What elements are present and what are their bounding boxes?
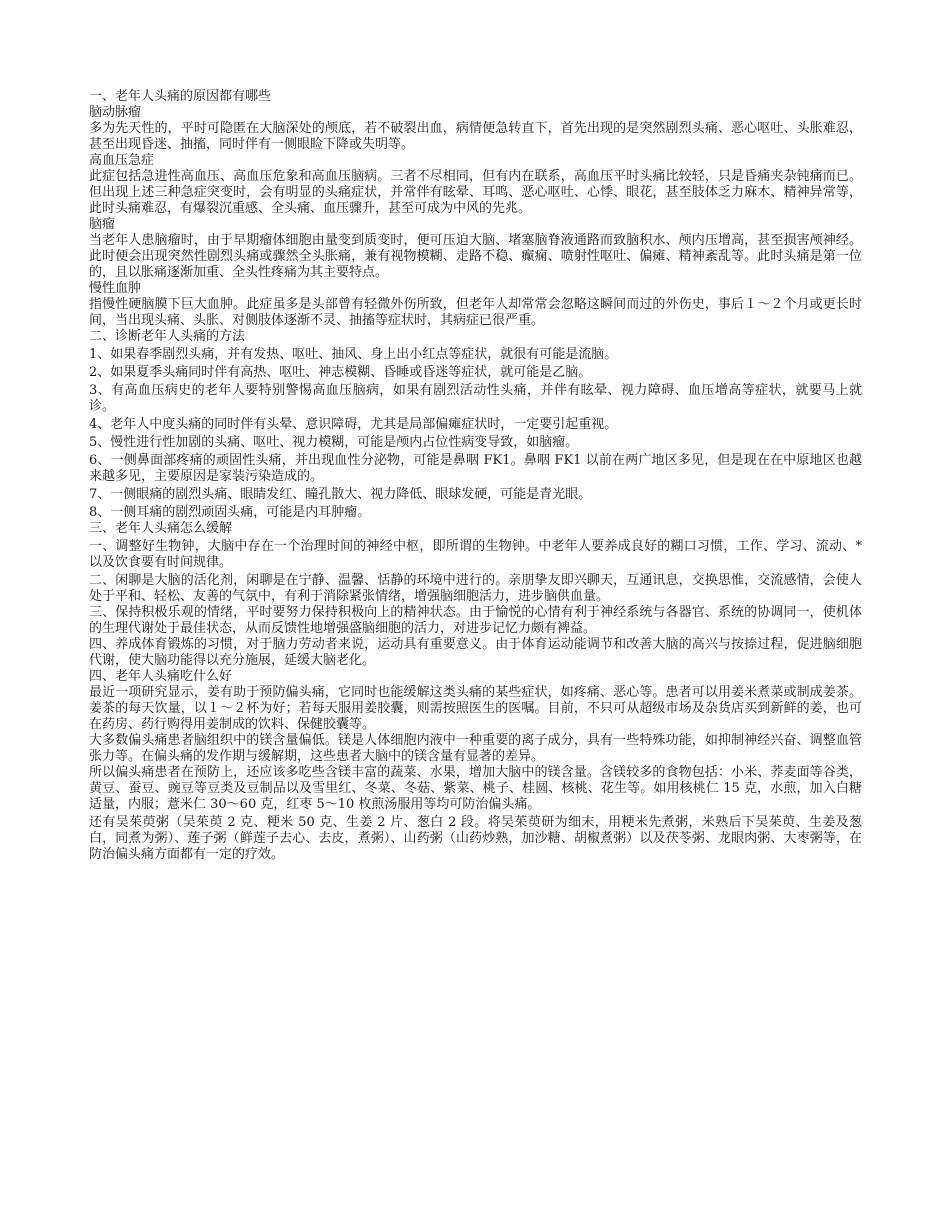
- paragraph-congee: 还有吴茱萸粥（吴茱萸 2 克、粳米 50 克、生姜 2 片、葱白 2 段。将吴茱萸研为细末，用粳米先煮粥，米熟后下吴茱萸、生姜及葱白，同煮为粥）、莲子粥（鲜莲子去心、去皮，煮粥）、山药粥（山药炒熟，加沙糖、胡椒煮粥）以及茯苓粥、龙眼肉粥、大枣粥等，在防治偏头痛方面都有一定的疗效。: [89, 815, 862, 862]
- diagnosis-item: 2、如果夏季头痛同时伴有高热、呕吐、神志模糊、昏睡或昏迷等症状，就可能是乙脑。: [89, 365, 592, 380]
- section-heading-diagnosis: 二、诊断老年人头痛的方法: [89, 329, 246, 344]
- relief-item: 一、调整好生物钟，大脑中存在一个治理时间的神经中枢，即所谓的生物钟。中老年人要养成良好的糊口习惯，工作、学习、流动、*以及饮食要有时间规律。: [89, 539, 862, 570]
- diagnosis-item: 5、慢性进行性加剧的头痛、呕吐、视力模糊，可能是颅内占位性病变导致，如脑瘤。: [89, 435, 579, 450]
- subheading-hematoma: 慢性血肿: [89, 281, 142, 296]
- relief-item: 三、保持积极乐观的情绪，平时要努力保持积极向上的精神状态。由于愉悦的心情有利于神经系统与各器官、系统的协调同一，使机体的生理代谢处于最佳状态，从而反馈性地增强盛脑细胞的活力，对进步记忆力颇有裨益。: [89, 605, 862, 636]
- subheading-brain-tumor: 脑瘤: [89, 217, 116, 232]
- diagnosis-item: 3、有高血压病史的老年人要特别警惕高血压脑病，如果有剧烈活动性头痛，并伴有眩晕、视力障碍、血压增高等症状，就要马上就诊。: [89, 383, 862, 414]
- diagnosis-item: 1、如果春季剧烈头痛，并有发热、呕吐、抽风、身上出小红点等症状，就很有可能是流脑。: [89, 347, 618, 362]
- diagnosis-item: 8、一侧耳痛的剧烈顽固头痛，可能是内耳肿瘤。: [89, 505, 371, 520]
- relief-item: 四、养成体育锻炼的习惯，对于脑力劳动者来说，运动具有重要意义。由于体育运动能调节和改善大脑的高兴与按捺过程，促进脑细胞代谢，使大脑功能得以充分施展，延缓大脑老化。: [89, 637, 862, 668]
- paragraph-ginger: 最近一项研究显示，姜有助于预防偏头痛，它同时也能缓解这类头痛的某些症状，如疼痛、恶心等。患者可以用姜米煮菜或制成姜茶。姜茶的每天饮量，以１～２杯为好；若每天服用姜胶囊，则需按照医生的医嘱。目前，不只可从超级市场及杂货店买到新鲜的姜，也可在药房、药行购得用姜制成的饮料、保健胶囊等。: [89, 685, 862, 732]
- section-heading-causes: 一、老年人头痛的原因都有哪些: [89, 89, 272, 104]
- paragraph-hypertension: 此症包括急进性高血压、高血压危象和高血压脑病。三者不尽相同，但有内在联系，高血压平时头痛比较轻，只是昏痛夹杂钝痛而已。但出现上述三种急症突变时，会有明显的头痛症状，并常伴有眩晕、耳鸣、恶心呕吐、心悸、眼花，甚至肢体乏力麻木、精神异常等，此时头痛难忍，有爆裂沉重感、全头痛、血压骤升，甚至可成为中风的先兆。: [89, 169, 862, 216]
- paragraph-brain-tumor: 当老年人患脑瘤时，由于早期瘤体细胞由量变到质变时，便可压迫大脑、堵塞脑脊液通路而致脑积水、颅内压增高，甚至损害颅神经。此时便会出现突然性剧烈头痛或骤然全头胀痛，兼有视物模糊、走路不稳、癫痫、喷射性呕吐、偏瘫、精神紊乱等。此时头痛是第一位的，且以胀痛逐渐加重、全头性疼痛为其主要特点。: [89, 233, 862, 280]
- diagnosis-item: 4、老年人中度头痛的同时伴有头晕、意识障碍，尤其是局部偏瘫症状时，一定要引起重视。: [89, 417, 618, 432]
- paragraph-aneurysm: 多为先天性的，平时可隐匿在大脑深处的颅底，若不破裂出血，病情便急转直下，首先出现的是突然剧烈头痛、恶心呕吐、头胀难忍，甚至出现昏迷、抽搐，同时伴有一侧眼睑下降或失明等。: [89, 121, 862, 152]
- subheading-aneurysm: 脑动脉瘤: [89, 105, 142, 120]
- diagnosis-item: 6、一侧鼻面部疼痛的顽固性头痛，并出现血性分泌物，可能是鼻咽 FK1。鼻咽 FK1 以前在两广地区多见，但是现在在中原地区也越来越多见，主要原因是家装污染造成的。: [89, 453, 862, 484]
- relief-item: 二、闲聊是大脑的活化剂，闲聊是在宁静、温馨、恬静的环境中进行的。亲朋挚友即兴聊天，互通讯息，交换思惟，交流感情，会使人处于平和、轻松、友善的气氛中，有利于消除紧张情绪，增强脑细胞活力，进步脑供血量。: [89, 573, 862, 604]
- diagnosis-item: 7、一侧眼痛的剧烈头痛、眼睛发红、瞳孔散大、视力降低、眼球发硬，可能是青光眼。: [89, 487, 592, 502]
- section-heading-relief: 三、老年人头痛怎么缓解: [89, 521, 233, 536]
- document-body: [89, 89, 862, 863]
- subheading-hypertension: 高血压急症: [89, 153, 155, 168]
- paragraph-magnesium-foods: 所以偏头痛患者在预防上，还应该多吃些含镁丰富的蔬菜、水果，增加大脑中的镁含量。含镁较多的食物包括：小米、荞麦面等谷类，黄豆、蚕豆、豌豆等豆类及豆制品以及雪里红、冬菜、冬菇、紫菜、桃子、桂圆、核桃、花生等。如用核桃仁 15 克，水煎，加入白糖适量，内服；薏米仁 30～60 克，红枣 5～10 枚煎汤服用等均可防治偏头痛。: [89, 765, 862, 812]
- section-heading-diet: 四、老年人头痛吃什么好: [89, 669, 233, 684]
- paragraph-hematoma: 指慢性硬脑膜下巨大血肿。此症虽多是头部曾有轻微外伤所致，但老年人却常常会忽略这瞬间而过的外伤史，事后１～２个月或更长时间，当出现头痛、头胀、对侧肢体逐渐不灵、抽搐等症状时，其病症已很严重。: [89, 297, 862, 328]
- paragraph-magnesium: 大多数偏头痛患者脑组织中的镁含量偏低。镁是人体细胞内液中一种重要的离子成分，具有一些特殊功能，如抑制神经兴奋、调整血管张力等。在偏头痛的发作期与缓解期，这些患者大脑中的镁含量有显著的差异。: [89, 733, 862, 764]
